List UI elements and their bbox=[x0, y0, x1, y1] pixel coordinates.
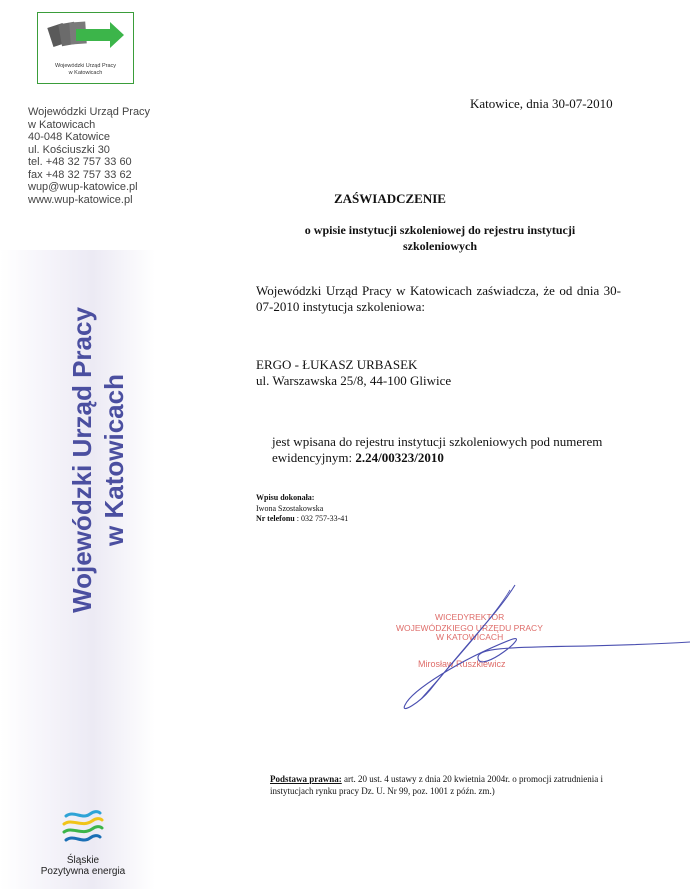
logo-caption bbox=[38, 63, 133, 77]
sender-website-link[interactable]: www.wup-katowice.pl bbox=[28, 193, 133, 206]
slaskie-brand bbox=[28, 808, 138, 877]
entry-info bbox=[256, 493, 348, 525]
cards-arrow-icon bbox=[46, 19, 126, 61]
signature-icon bbox=[404, 585, 690, 709]
stamp-name: Mirosław Ruszkiewicz bbox=[418, 659, 506, 669]
institution-name: ERGO - ŁUKASZ URBASEK bbox=[256, 357, 418, 372]
sender-line: ul. Kościuszki 30 bbox=[28, 143, 110, 156]
place-date: Katowice, dnia 30-07-2010 bbox=[470, 96, 613, 111]
stamp-line3: W KATOWICACH bbox=[436, 632, 504, 642]
entry-phone-value: : 032 757-33-41 bbox=[296, 514, 349, 523]
vertical-name-line2: w Katowicach bbox=[99, 374, 129, 546]
sender-line: 40-048 Katowice bbox=[28, 131, 110, 143]
logo-caption-line: w Katowicach bbox=[68, 70, 103, 76]
brand-tagline: Pozytywna energia bbox=[40, 866, 126, 877]
official-stamp bbox=[360, 580, 690, 720]
legal-basis-text: art. 20 ust. 4 ustawy z dnia 20 kwietnia 2004r. o promocji zatrudnienia i instytucjach rynku pracy Dz. U. Nr 99, poz. 1001 z późn. zm.) bbox=[270, 774, 603, 796]
registry-text: jest wpisana do rejestru instytucji szkoleniowych pod numerem ewidencyjnym: bbox=[272, 434, 603, 465]
registry-paragraph bbox=[272, 434, 627, 466]
sender-line: w Katowicach bbox=[28, 118, 96, 131]
slaskie-waves-icon bbox=[60, 808, 106, 848]
legal-basis-label: Podstawa prawna: bbox=[270, 774, 342, 784]
institution-address: ul. Warszawska 25/8, 44-100 Gliwice bbox=[256, 373, 452, 388]
sender-address bbox=[28, 106, 150, 206]
wup-logo bbox=[37, 12, 134, 84]
stamp-line1: WICEDYREKTOR bbox=[435, 612, 505, 622]
stamp-line2: WOJEWÓDZKIEGO URZĘDU PRACY bbox=[396, 623, 543, 633]
document-subtitle: o wpisie instytucji szkoleniowej do rejestru instytucji szkoleniowych bbox=[304, 223, 576, 253]
entry-made-by-name: Iwona Szostakowska bbox=[256, 503, 324, 513]
sender-line: fax +48 32 757 33 62 bbox=[28, 168, 132, 181]
sender-line: Wojewódzki Urząd Pracy bbox=[28, 106, 151, 118]
institution-block bbox=[256, 357, 451, 389]
entry-phone-label: Nr telefonu bbox=[256, 514, 295, 523]
document-title: ZAŚWIADCZENIE bbox=[334, 191, 446, 206]
registry-number: 2.24/00323/2010 bbox=[355, 450, 444, 465]
vertical-name-line1: Wojewódzki Urząd Pracy bbox=[67, 307, 97, 613]
brand-name: Śląskie bbox=[66, 855, 100, 866]
certification-paragraph: Wojewódzki Urząd Pracy w Katowicach zaświadcza, że od dnia 30-07-2010 instytucja szkoleniowa: bbox=[256, 283, 621, 314]
logo-caption-line: Wojewódzki Urząd Pracy bbox=[54, 63, 117, 69]
sender-email-link[interactable]: wup@wup-katowice.pl bbox=[28, 181, 138, 193]
entry-made-by-label: Wpisu dokonała: bbox=[256, 493, 315, 502]
sender-line: tel. +48 32 757 33 60 bbox=[28, 156, 132, 168]
legal-basis bbox=[270, 773, 640, 797]
